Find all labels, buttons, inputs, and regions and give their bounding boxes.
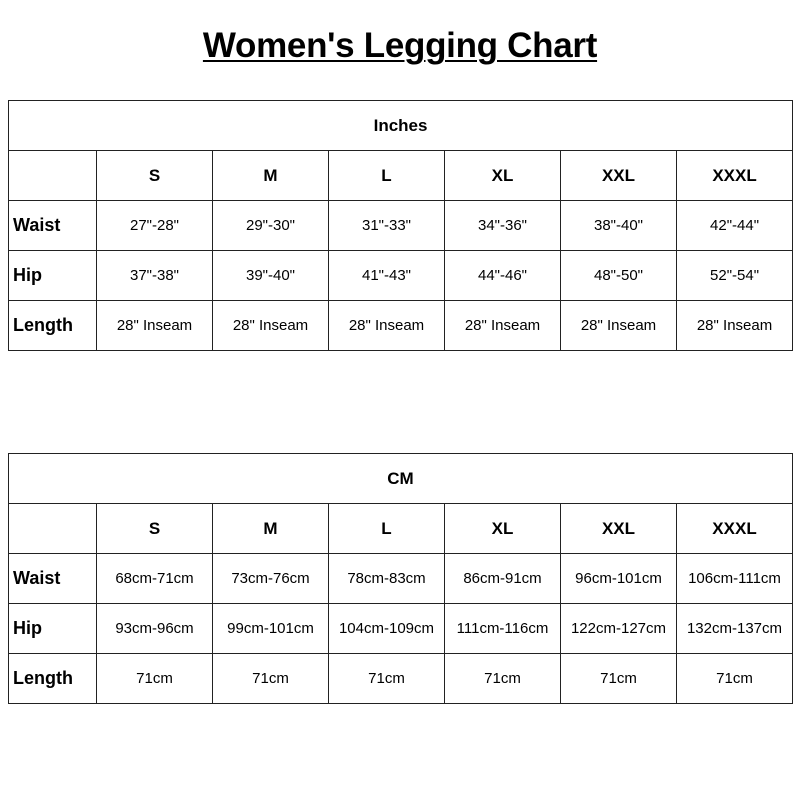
table-cell: 29"-30" <box>213 201 329 251</box>
row-label: Waist <box>9 201 97 251</box>
table-row-waist <box>9 554 793 604</box>
table-cell: 99cm-101cm <box>213 604 329 654</box>
page-title: Women's Legging Chart <box>202 26 598 65</box>
table-cell: 28" Inseam <box>97 301 213 351</box>
size-header-row <box>9 151 793 201</box>
table-cell: 41"-43" <box>329 251 445 301</box>
table-cell: 28" Inseam <box>561 301 677 351</box>
table-cell: 96cm-101cm <box>561 554 677 604</box>
table-cell: 71cm <box>445 654 561 704</box>
size-header: S <box>97 504 213 554</box>
row-label: Length <box>9 301 97 351</box>
table-cell: 37"-38" <box>97 251 213 301</box>
table-cell: 52"-54" <box>677 251 793 301</box>
unit-header-row <box>9 101 793 151</box>
table-cell: 42"-44" <box>677 201 793 251</box>
corner-cell <box>9 151 97 201</box>
size-header: XXL <box>561 504 677 554</box>
table-row-hip <box>9 604 793 654</box>
size-header: L <box>329 504 445 554</box>
size-header: XL <box>445 151 561 201</box>
size-header: L <box>329 151 445 201</box>
table-cell: 104cm-109cm <box>329 604 445 654</box>
table-cell: 93cm-96cm <box>97 604 213 654</box>
table-cell: 71cm <box>677 654 793 704</box>
table-cell: 28" Inseam <box>445 301 561 351</box>
size-header: XXXL <box>677 504 793 554</box>
size-header-row <box>9 504 793 554</box>
row-label: Hip <box>9 604 97 654</box>
table-cell: 39"-40" <box>213 251 329 301</box>
table-cell: 122cm-127cm <box>561 604 677 654</box>
table-cell: 86cm-91cm <box>445 554 561 604</box>
corner-cell <box>9 504 97 554</box>
table-cell: 73cm-76cm <box>213 554 329 604</box>
cm-size-table <box>8 453 793 704</box>
table-cell: 111cm-116cm <box>445 604 561 654</box>
table-cell: 28" Inseam <box>677 301 793 351</box>
size-header: XL <box>445 504 561 554</box>
row-label: Length <box>9 654 97 704</box>
table-cell: 38"-40" <box>561 201 677 251</box>
size-header: XXL <box>561 151 677 201</box>
table-cell: 27"-28" <box>97 201 213 251</box>
table-cell: 34"-36" <box>445 201 561 251</box>
unit-header: Inches <box>9 101 793 151</box>
table-row-waist <box>9 201 793 251</box>
row-label: Hip <box>9 251 97 301</box>
size-header: XXXL <box>677 151 793 201</box>
row-label: Waist <box>9 554 97 604</box>
inches-size-table <box>8 100 793 351</box>
table-cell: 28" Inseam <box>213 301 329 351</box>
table-cell: 68cm-71cm <box>97 554 213 604</box>
table-row-hip <box>9 251 793 301</box>
unit-header: CM <box>9 454 793 504</box>
table-cell: 71cm <box>561 654 677 704</box>
table-cell: 44"-46" <box>445 251 561 301</box>
table-cell: 71cm <box>329 654 445 704</box>
table-cell: 71cm <box>213 654 329 704</box>
table-row-length <box>9 301 793 351</box>
table-cell: 48"-50" <box>561 251 677 301</box>
table-row-length <box>9 654 793 704</box>
unit-header-row <box>9 454 793 504</box>
table-cell: 28" Inseam <box>329 301 445 351</box>
table-cell: 31"-33" <box>329 201 445 251</box>
table-cell: 78cm-83cm <box>329 554 445 604</box>
size-header: S <box>97 151 213 201</box>
table-cell: 132cm-137cm <box>677 604 793 654</box>
table-cell: 71cm <box>97 654 213 704</box>
size-header: M <box>213 504 329 554</box>
size-header: M <box>213 151 329 201</box>
table-cell: 106cm-111cm <box>677 554 793 604</box>
